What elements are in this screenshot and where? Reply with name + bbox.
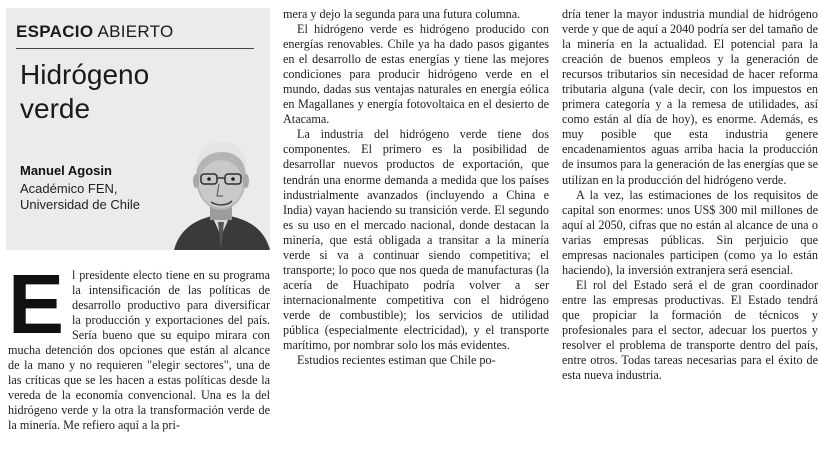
author-role-line-1: Académico FEN,: [20, 181, 118, 196]
author-portrait: [172, 136, 270, 250]
paragraph-text: l presidente electo tiene en su programa la intensificación de las políticas de desarrollo productivo para diversificar la producción y exportaciones del país. Sería bueno que su equipo mirara con mucha detención dos opciones que están al alcance de la mano y no requieren "elegir sectores", una de las críticas que se les hacen a estas políticas desde la vereda de la economía convencional. Una es la del hidrógeno verde y la otra la transformación verde de la minería. Me refiero aquí a la pri-: [8, 268, 270, 433]
section-label-bold: ESPACIO: [16, 22, 94, 41]
author-role: [20, 181, 180, 213]
headline-line-1: Hidrógeno: [20, 59, 150, 90]
paragraph: El rol del Estado será el de gran coordinador entre las empresas productivas. El Estado tendrá que propiciar la formación de técnicos y profesionales para el sector, adecuar los puertos y resolver el problema de transporte dentro del país, entre otros. Todas tareas necesarias para el éxito de esta nueva industria.: [562, 277, 818, 383]
section-label: [16, 22, 174, 42]
article-column-1: [8, 268, 270, 463]
author-name: Manuel Agosin: [20, 163, 112, 178]
section-divider: [16, 48, 254, 49]
paragraph: La industria del hidrógeno verde tiene dos componentes. El primero es la posibilidad de desarrollar nuevos productos de exportación, que tendrán una enorme demanda a medida que los países industrialmente avanzados (incluyendo a China e India) vayan haciendo su transición verde. El segundo es su uso en el mercado nacional, donde destacan la minería, que está obligada a transitar a la minería verde si va a continuar siendo competitiva; el transporte; lo poco que nos queda de manufacturas (la acería de Huachipato podría volver a ser internacionalmente competitiva con el hidrógeno verde de combustible); los servicios de utilidad pública (especialmente electricidad), y el transporte marítimo, por nombrar solo los más evidentes.: [283, 127, 549, 353]
drop-cap: E: [8, 268, 65, 351]
paragraph: mera y dejo la segunda para una futura columna.: [283, 7, 521, 21]
article-column-2: [283, 7, 549, 463]
article-column-3: [562, 7, 818, 463]
author-role-line-2: Universidad de Chile: [20, 197, 140, 212]
paragraph: dría tener la mayor industria mundial de hidrógeno verde y que de aquí a 2040 podría ser del tamaño de la minería en la actualidad. El potencial para la creación de buenos empleos y la generación de recursos tributarios sin necesidad de hacer reforma tributaria alguna (vale decir, con los impuestos en primera categoría y a la remesa de utilidades, así como están al día de hoy), es enorme. Además, es muy posible que esta industria genere encadenamientos aguas arriba hacia la producción de insumos para la generación de las energías que se utilizan en la producción del hidrógeno verde.: [562, 7, 818, 187]
paragraph: A la vez, las estimaciones de los requisitos de capital son enormes: unos US$ 300 mil millones de aquí al 2050, cifras que no están al alcance de una o varias empresas públicas. Sin perjuicio que empresas nacionales participen (como ya lo están haciendo), la inversión extranjera será esencial.: [562, 187, 818, 277]
section-label-rest: ABIERTO: [97, 22, 174, 41]
headline: [20, 58, 260, 126]
paragraph: [8, 268, 270, 434]
headline-line-2: verde: [20, 93, 91, 124]
paragraph: Estudios recientes estiman que Chile po-: [297, 353, 496, 368]
paragraph: El hidrógeno verde es hidrógeno producido con energías renovables. Chile ya ha dado pasos gigantes en el desarrollo de estas energías y tiene las mejores condiciones para producir hidrógeno verde en el mundo, dadas sus ventajas naturales en energía eólica en Magallanes y energía fotovoltaica en el desierto de Atacama.: [283, 22, 549, 127]
